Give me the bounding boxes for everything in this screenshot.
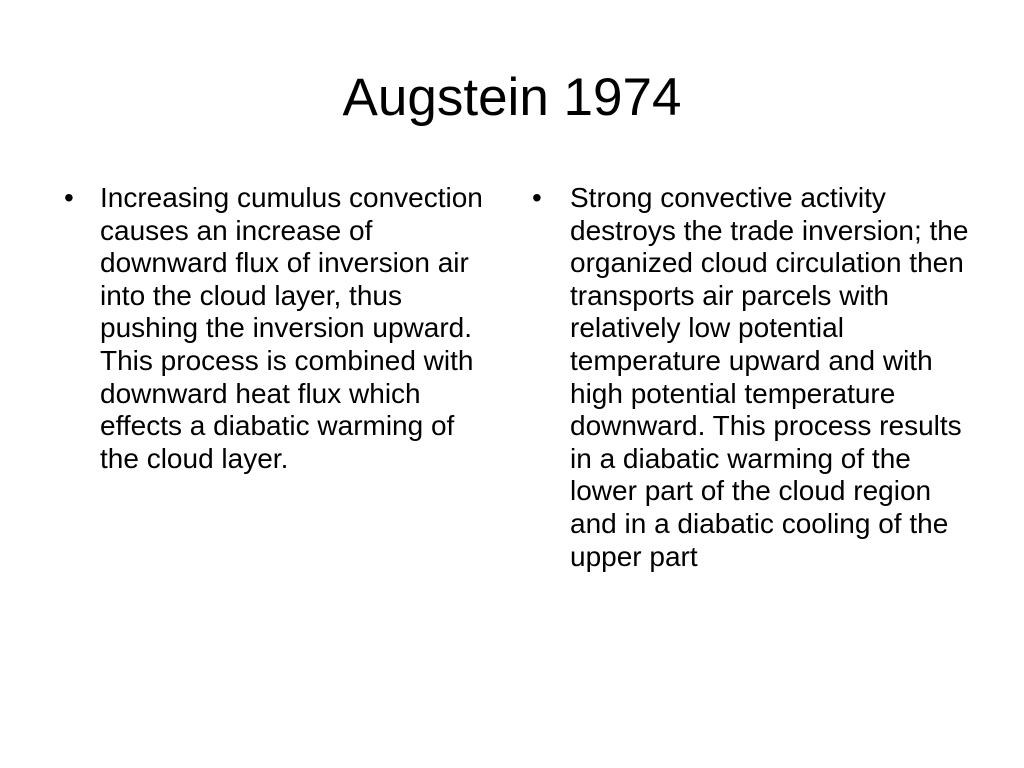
left-column xyxy=(62,182,492,475)
slide-title: Augstein 1974 xyxy=(342,68,682,127)
right-bullet-text: Strong convective activity destroys the trade inversion; the organized cloud circulation then transports air parcels with relatively low potential temperature upward and with high potential temperature downward. This process results in a diabatic warming of the lower part of the cloud region and in a diabatic cooling of the upper part xyxy=(570,182,969,572)
right-column xyxy=(532,182,972,573)
left-bullet-item xyxy=(62,182,492,475)
left-bullet-text: Increasing cumulus convection causes an increase of downward flux of inversion air into the cloud layer, thus pushing the inversion upward. This process is combined with downward heat flux which effects a diabatic warming of the cloud layer. xyxy=(100,182,483,474)
bullet-icon: • xyxy=(532,182,542,213)
bullet-icon: • xyxy=(64,182,74,213)
right-bullet-item xyxy=(532,182,972,573)
